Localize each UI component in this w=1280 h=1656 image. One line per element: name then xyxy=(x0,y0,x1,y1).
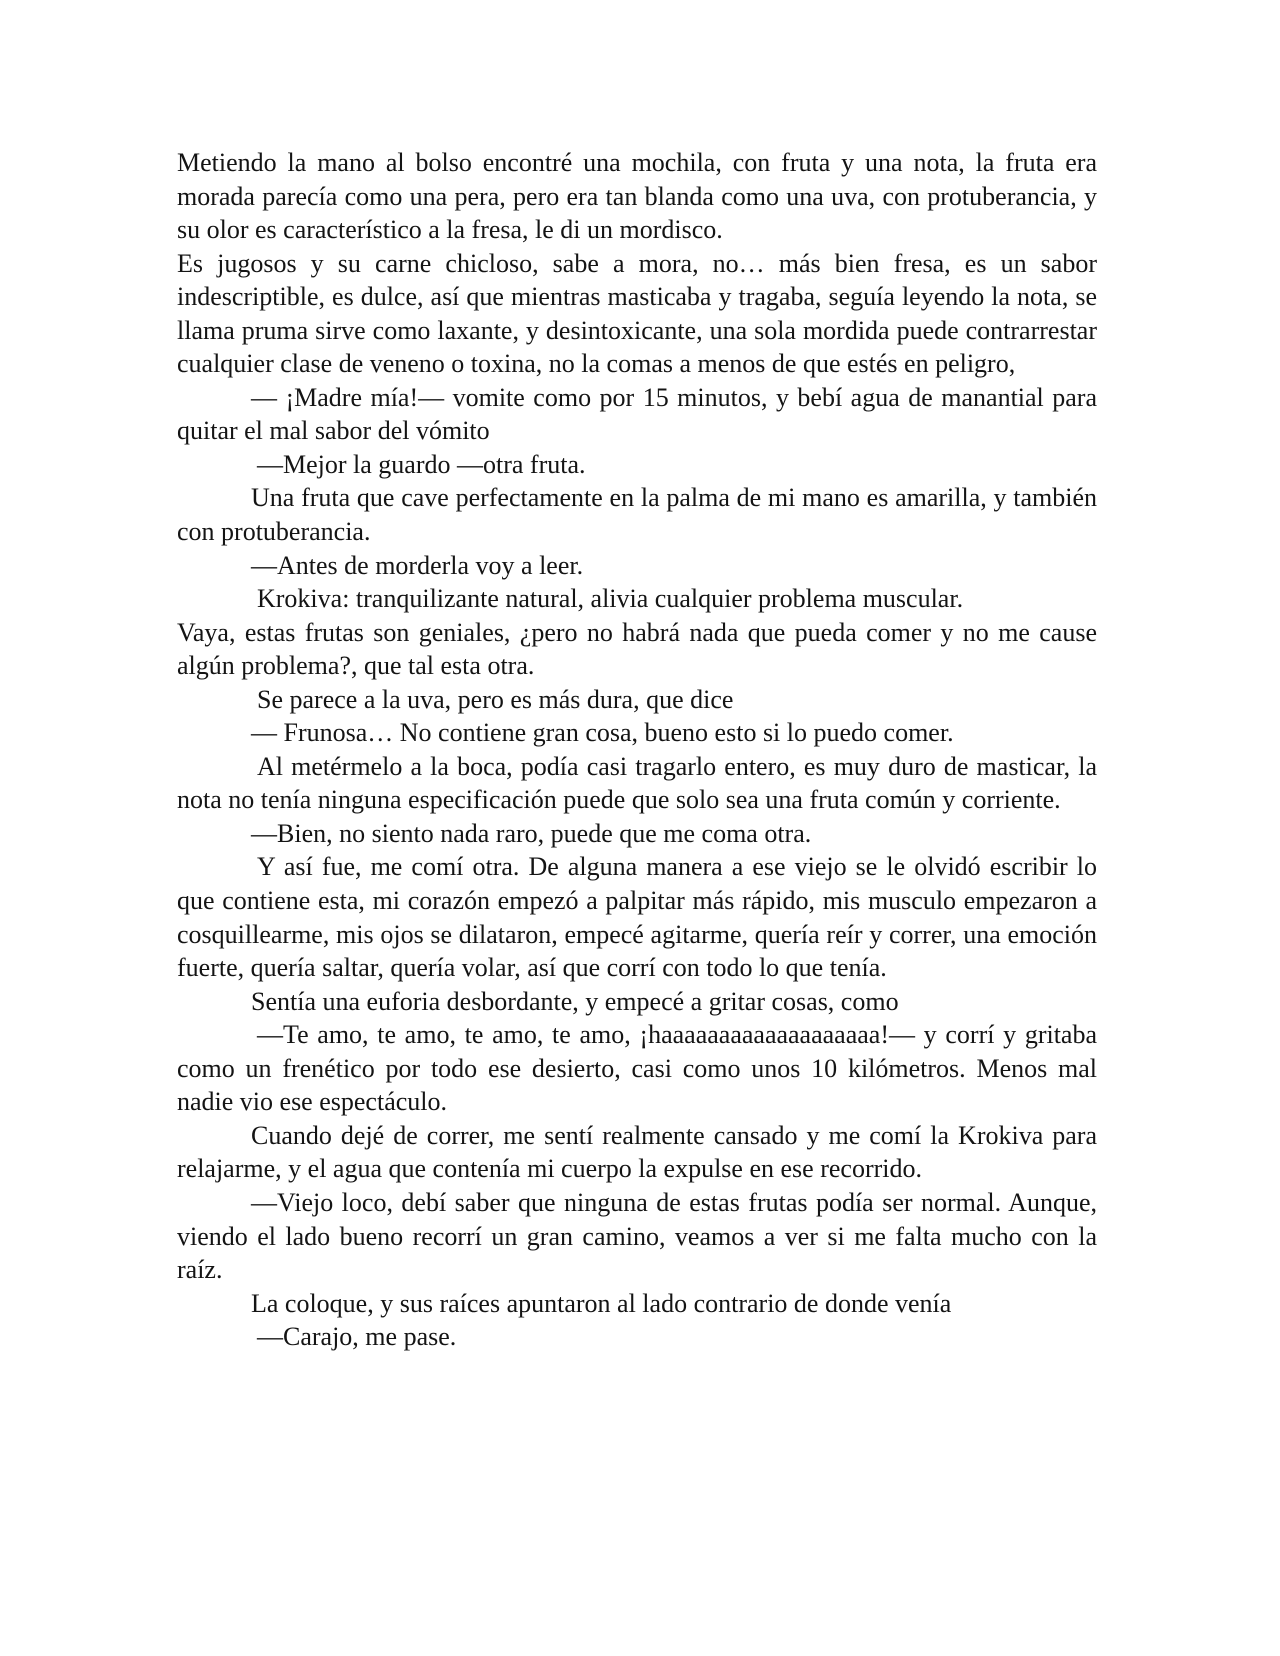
paragraph-8: Vaya, estas frutas son geniales, ¿pero no habrá nada que pueda comer y no me cause algún problema?, que tal esta otra. xyxy=(177,617,1097,681)
paragraph-14: Sentía una euforia desbordante, y empecé a gritar cosas, como xyxy=(251,986,899,1016)
paragraph-1: Metiendo la mano al bolso encontré una mochila, con fruta y una nota, la fruta era morada parecía como una pera, pero era tan blanda como una uva, con protuberancia, y su olor es característico a la fresa, le di un mordisco. xyxy=(177,148,1097,245)
paragraph-5: Una fruta que cave perfectamente en la palma de mi mano es amarilla, y también con protuberancia. xyxy=(177,483,1097,547)
paragraph-2: Es jugosos y su carne chicloso, sabe a mora, no… más bien fresa, es un sabor indescriptible, es dulce, así que mientras masticaba y tragaba, seguía leyendo la nota, se llama pruma sirve como laxante, y desintoxicante, una sola mordida puede contrarrestar cualquier clase de veneno o toxina, no la comas a menos de que estés en peligro, xyxy=(177,248,1097,379)
body-text xyxy=(177,146,1097,1354)
paragraph-10: — Frunosa… No contiene gran cosa, bueno esto si lo puedo comer. xyxy=(251,718,954,748)
paragraph-3: — ¡Madre mía!— vomite como por 15 minutos, y bebí agua de manantial para quitar el mal sabor del vómito xyxy=(177,382,1097,446)
paragraph-15: —Te amo, te amo, te amo, te amo, ¡haaaaaaaaaaaaaaaaaaa!— y corrí y gritaba como un frenético por todo ese desierto, casi como unos 10 kilómetros. Menos mal nadie vio ese espectáculo. xyxy=(177,1020,1097,1117)
paragraph-6: —Antes de morderla voy a leer. xyxy=(251,550,584,580)
paragraph-9: Se parece a la uva, pero es más dura, que dice xyxy=(257,684,734,714)
paragraph-7: Krokiva: tranquilizante natural, alivia cualquier problema muscular. xyxy=(257,584,964,614)
paragraph-18: La coloque, y sus raíces apuntaron al lado contrario de donde venía xyxy=(251,1288,952,1318)
paragraph-11: Al metérmelo a la boca, podía casi tragarlo entero, es muy duro de masticar, la nota no tenía ninguna especificación puede que solo sea una fruta común y corriente. xyxy=(177,751,1097,815)
paragraph-16: Cuando dejé de correr, me sentí realmente cansado y me comí la Krokiva para relajarme, y el agua que contenía mi cuerpo la expulse en ese recorrido. xyxy=(177,1120,1097,1184)
paragraph-12: —Bien, no siento nada raro, puede que me coma otra. xyxy=(251,818,812,848)
paragraph-13: Y así fue, me comí otra. De alguna manera a ese viejo se le olvidó escribir lo que contiene esta, mi corazón empezó a palpitar más rápido, mis musculo empezaron a cosquillearme, mis ojos se dilataron, empecé agitarme, quería reír y correr, una emoción fuerte, quería saltar, quería volar, así que corrí con todo lo que tenía. xyxy=(177,852,1097,983)
paragraph-17: —Viejo loco, debí saber que ninguna de estas frutas podía ser normal. Aunque, viendo el lado bueno recorrí un gran camino, veamos a ver si me falta mucho con la raíz. xyxy=(177,1187,1097,1285)
paragraph-19: —Carajo, me pase. xyxy=(257,1322,457,1352)
paragraph-4: —Mejor la guardo —otra fruta. xyxy=(257,449,586,479)
